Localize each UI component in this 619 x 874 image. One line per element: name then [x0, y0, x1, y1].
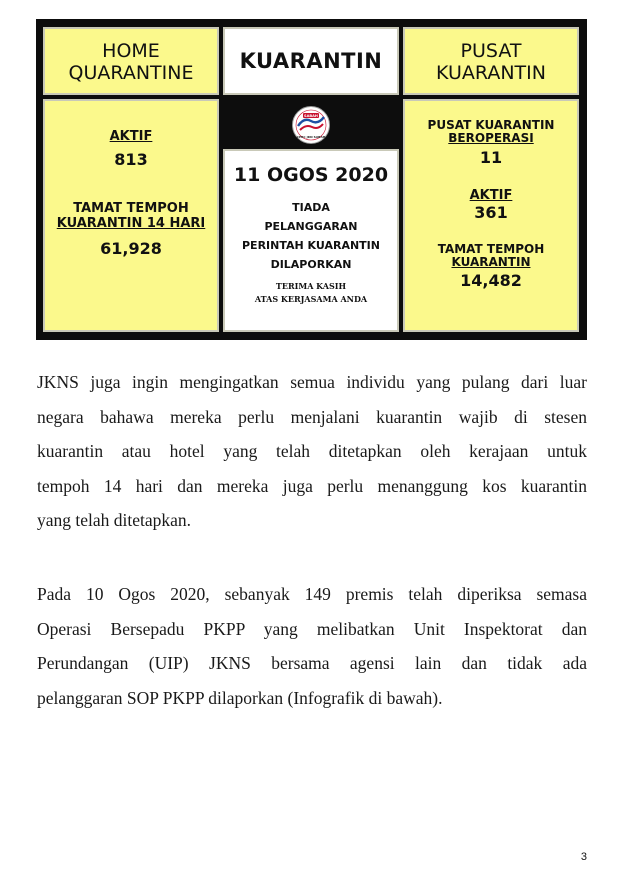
header-line: QUARANTINE [68, 62, 194, 84]
paragraph-line: tempoh 14 hari dan mereka juga perlu menanggung kos kuarantin [37, 475, 587, 496]
paragraph-line: Perundangan (UIP) JKNS bersama agensi lain dan tidak ada [37, 653, 587, 673]
paragraph-line: yang telah ditetapkan. [37, 510, 192, 530]
home-aktif-label: AKTIF [109, 129, 153, 144]
paragraph-line: pelanggaran SOP PKPP dilaporkan (Infografik di bawah). [37, 687, 443, 708]
paragraph-line: kuarantin atau hotel yang telah ditetapkan oleh kerajaan untuk [37, 441, 587, 461]
pusat-beroperasi-value: 11 [479, 148, 503, 167]
status-message [225, 198, 397, 274]
thank-you-line: TERIMA KASIH [275, 281, 347, 291]
header-line: KUARANTIN [436, 62, 546, 84]
paragraph-line: JKNS juga ingin mengingatkan semua individu yang pulang dari luar [37, 372, 587, 392]
home-tamat-value: 61,928 [100, 239, 162, 258]
home-tamat-label-2: KUARANTIN 14 HARI [56, 216, 206, 231]
status-message-line: PERINTAH KUARANTIN [242, 239, 380, 252]
kuarantin-title: KUARANTIN [239, 49, 383, 73]
daily-status-panel [223, 149, 399, 332]
thank-you-note [225, 280, 397, 306]
paragraph-line: Pada 10 Ogos 2020, sebanyak 149 premis telah diperiksa semasa [37, 584, 587, 604]
quarantine-infographic [36, 19, 587, 340]
paragraph-inspection-report [37, 577, 587, 715]
pusat-tamat-label: TAMAT TEMPOH [437, 242, 545, 256]
cprc-sabah-logo [288, 105, 334, 145]
paragraph-quarantine-reminder [37, 365, 587, 538]
paragraph-line: negara bahawa mereka perlu menjalani kuarantin wajib di stesen [37, 406, 587, 427]
logo-bottom-text: CPRC JKN SABAH [296, 135, 326, 139]
paragraph-line: Operasi Bersepadu PKPP yang melibatkan Unit Inspektorat dan [37, 618, 587, 639]
pusat-kuarantin-header [403, 27, 579, 95]
home-quarantine-panel [43, 99, 219, 332]
status-message-line: TIADA [292, 201, 330, 214]
home-tamat-label: TAMAT TEMPOH [73, 201, 189, 216]
header-line: PUSAT [460, 40, 522, 62]
page-number: 3 [580, 851, 587, 863]
header-line: HOME [102, 40, 160, 62]
pusat-tamat-value: 14,482 [460, 271, 522, 290]
thank-you-line: ATAS KERJASAMA ANDA [254, 294, 368, 304]
home-quarantine-header [43, 27, 219, 95]
pusat-beroperasi-label-2: BEROPERASI [448, 131, 534, 145]
status-message-line: PELANGGARAN [264, 220, 358, 233]
pusat-tamat-label-2: KUARANTIN [451, 255, 531, 269]
kuarantin-header [223, 27, 399, 95]
status-message-line: DILAPORKAN [270, 258, 352, 271]
logo-top-text: SABAH [304, 114, 318, 118]
pusat-aktif-label: AKTIF [469, 188, 513, 203]
home-aktif-value: 813 [114, 150, 148, 169]
report-date: 11 OGOS 2020 [233, 164, 389, 186]
pusat-aktif-value: 361 [474, 203, 508, 222]
pusat-kuarantin-panel [403, 99, 579, 332]
pusat-beroperasi-label: PUSAT KUARANTIN [427, 118, 555, 132]
